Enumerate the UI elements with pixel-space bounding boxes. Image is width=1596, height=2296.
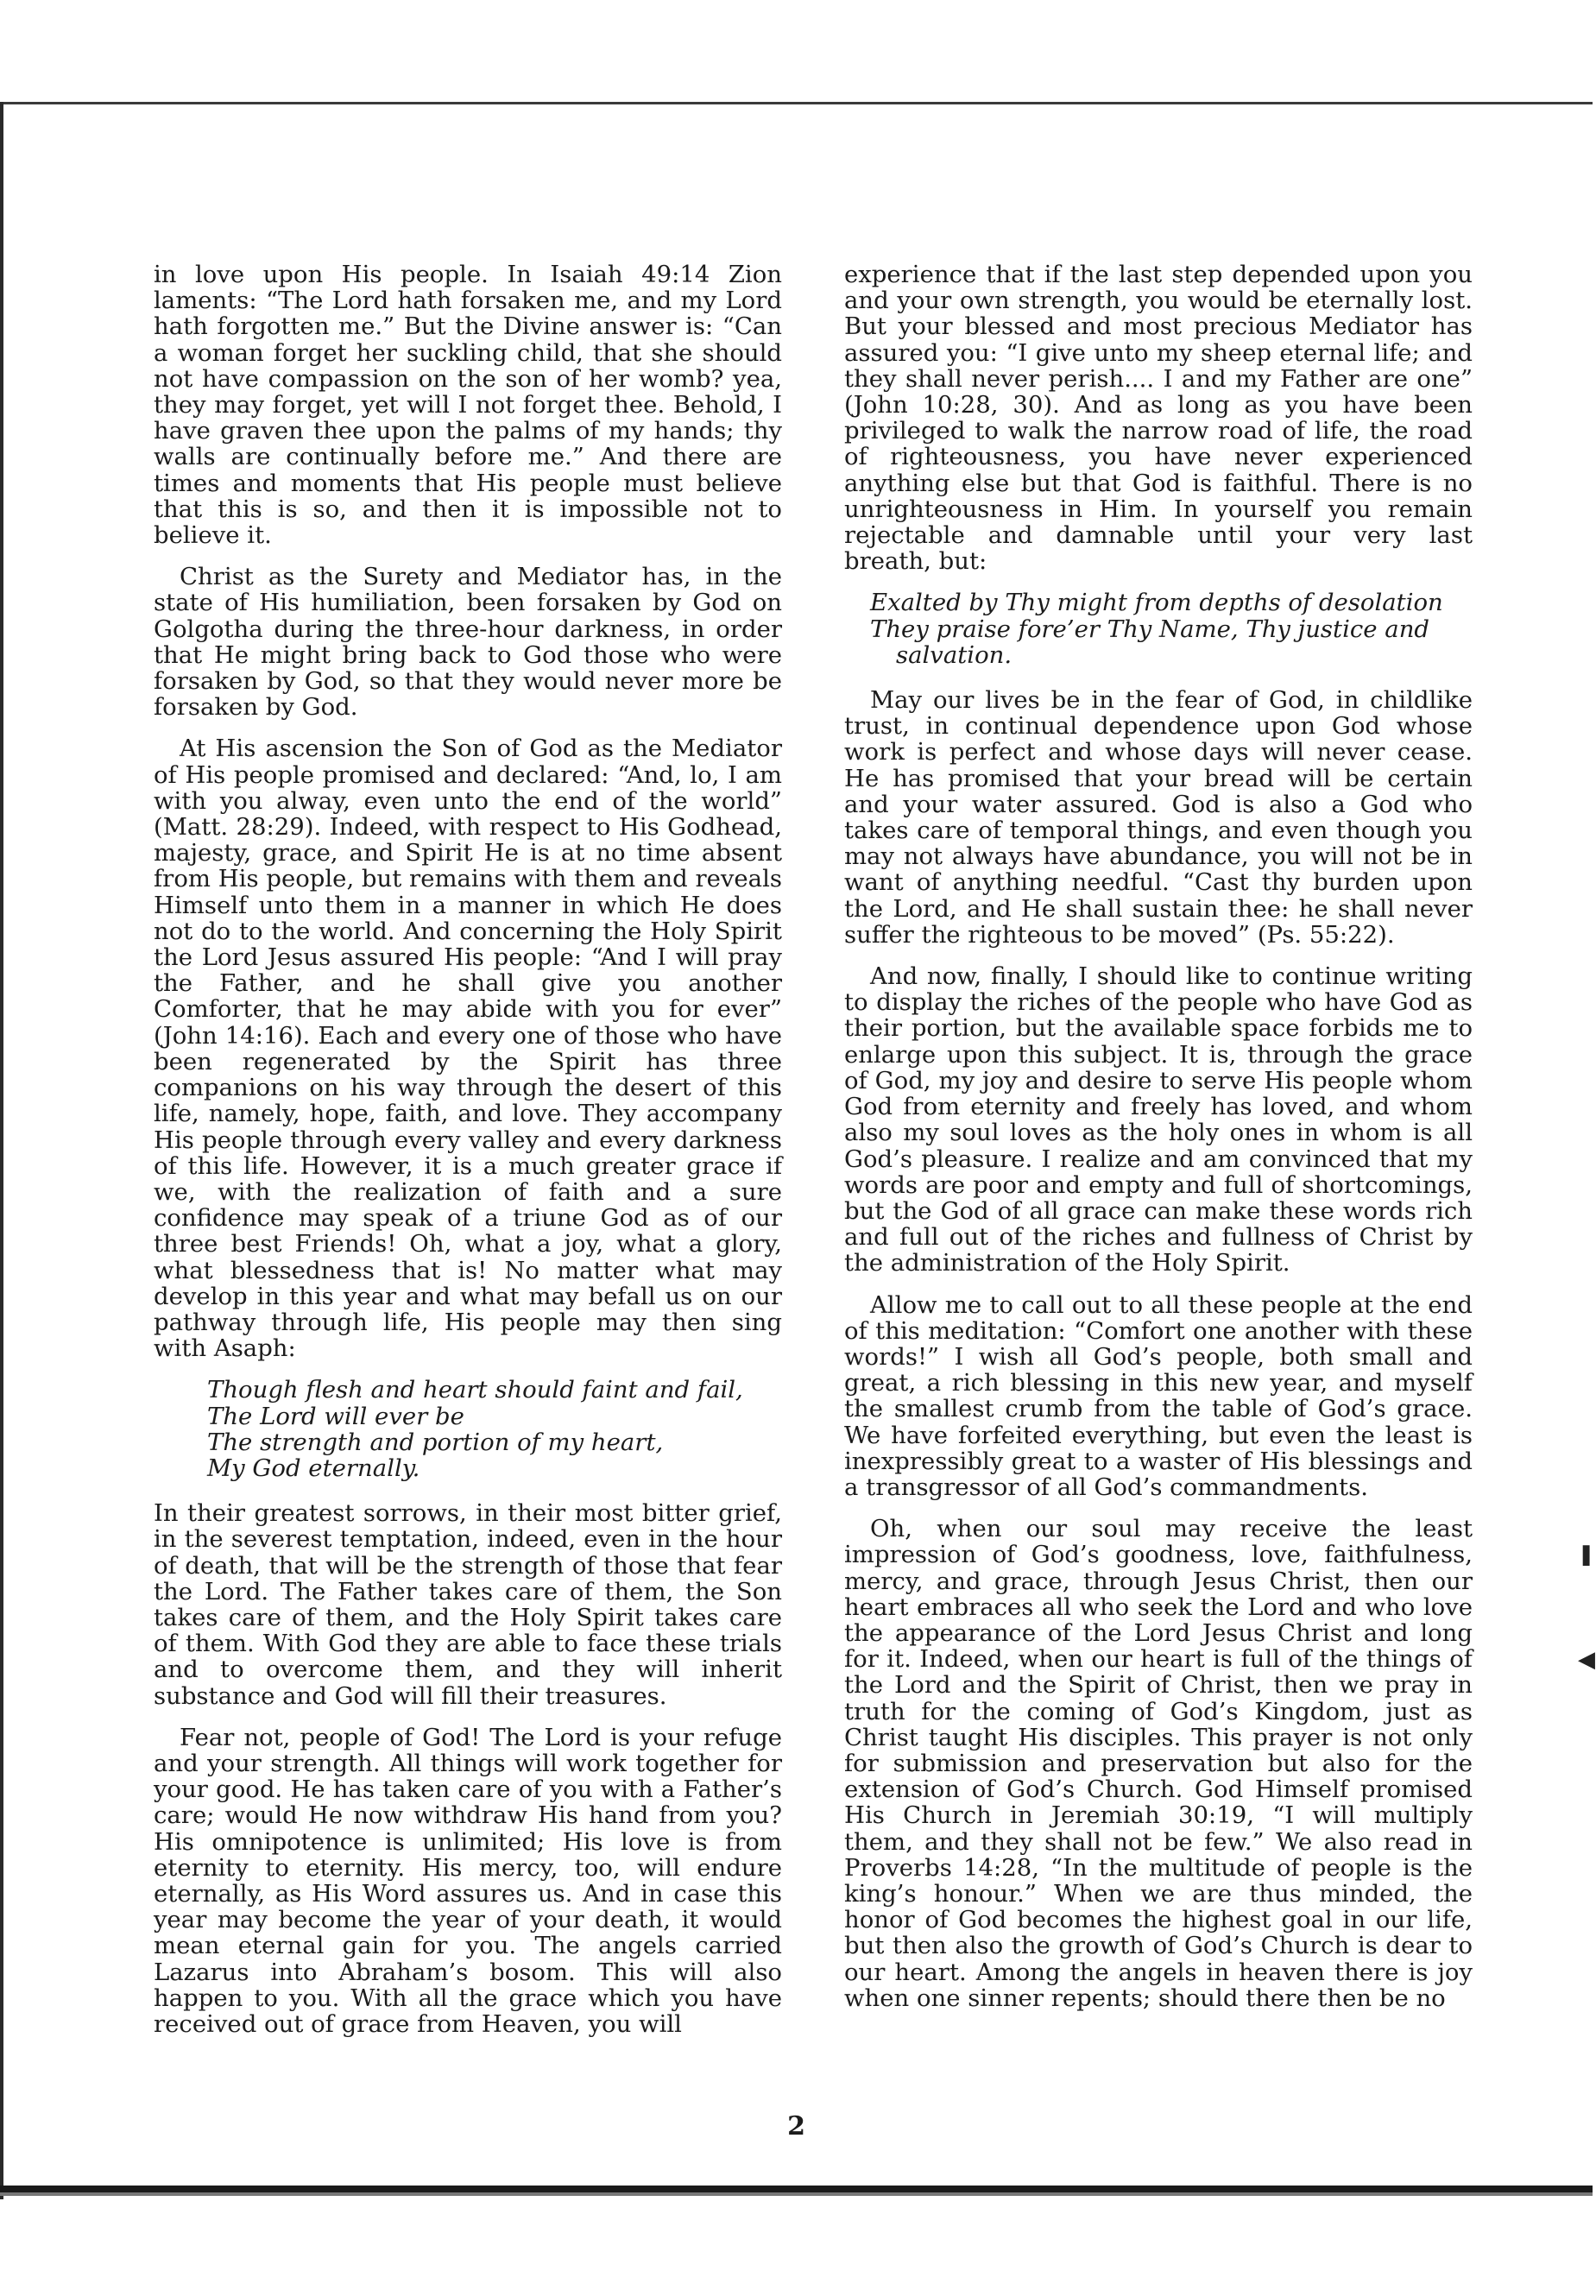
right-paragraph-2: May our lives be in the fear of God, in childlike trust, in continual dependence upon God whose work is perfect and whose days will never cease. He has promised that your bread will be certain and your water assured. God is also a God who takes care of temporal things, and even though you may not always have abundance, you will not be in want of anything needful. “Cast thy burden upon the Lord, and He shall sustain thee: he shall never suffer the righteous to be moved” (Ps. 55:22). (844, 686, 1473, 949)
right-column (844, 262, 1473, 2027)
right-paragraph-5: Oh, when our soul may receive the least impression of God’s goodness, love, faithfulness, mercy, and grace, through Jesus Christ, then our heart embraces all who seek the Lord and who love the appearance of the Lord Jesus Christ and long for it. Indeed, when our heart is full of the things of the Lord and the Spirit of Christ, then we pray in truth for the coming of God’s Kingdom, just as Christ taught His disciples. This prayer is not only for submission and preservation but also for the extension of God’s Church. God Himself promised His Church in Jeremiah 30:19, “I will multiply them, and they shall not be few.” We also read in Proverbs 14:28, “In the multitude of people is the king’s honour.” When we are thus minded, the honor of God becomes the highest goal in our life, but then also the growth of God’s Church is dear to our heart. Among the angels in heaven there is joy when one sinner repents; should there then be no (844, 1515, 1473, 2012)
left-paragraph-1: in love upon His people. In Isaiah 49:14 Zion laments: “The Lord hath forsaken me, and my Lord hath forgotten me.” But the Divine answer is: “Can a woman forget her suckling child, that she should not have compassion on the son of her womb? yea, they may forget, yet will I not forget thee. Behold, I have graven thee upon the palms of my hands; thy walls are continually before me.” And there are times and moments that His people must believe that this is so, and then it is impossible not to believe it. (154, 261, 782, 550)
scan-border-top (0, 102, 1593, 104)
left-paragraph-3: At His ascension the Son of God as the Mediator of His people promised and declared: “And, lo, I am with you alway, even unto the end of the world” (Matt. 28:29). Indeed, with respect to His Godhead, majesty, grace, and Spirit He is at no time absent from His people, but remains with them and reveals Himself unto them in a manner in which He does not do to the world. And concerning the Holy Spirit the Lord Jesus assured His people: “And I will pray the Father, and he shall give you another Comforter, that he may abide with you for ever” (John 14:16). Each and every one of those who have been regenerated by the Spirit has three companions on his way through the desert of this life, namely, hope, faith, and love. They accompany His people through every valley and every darkness of this life. However, it is a much greater grace if we, with the realization of faith and a sure confidence may speak of a triune God as of our three best Friends! Oh, what a joy, what a glory, what blessedness that is! No matter what may develop in this year and what may befall us on our pathway through life, His people may then sing with Asaph: (154, 735, 782, 1363)
right-paragraph-3: And now, finally, I should like to continue writing to display the riches of the people who have God as their portion, but the available space forbids me to enlarge upon this subject. It is, through the grace of God, my joy and desire to serve His people whom God from eternity and freely has loved, and whom also my soul loves as the holy ones in whom is all God’s pleasure. I realize and am convinced that my words are poor and empty and full of shortcomings, but the God of all grace can make these words rich and full out of the riches and fullness of Christ by the administration of the Holy Spirit. (844, 962, 1473, 1277)
left-column (154, 262, 782, 2053)
poem-line: The strength and portion of my heart, (207, 1428, 664, 1456)
poem-line: My God eternally. (207, 1454, 420, 1482)
poem-line: Though flesh and heart should faint and fail, (207, 1376, 743, 1404)
scan-border-bottom-shadow (0, 2192, 1593, 2196)
right-paragraph-1: experience that if the last step depended upon you and your own strength, you would be eternally lost. But your blessed and most precious Mediator has assured you: “I give unto my sheep eternal life; and they shall never perish.... I and my Father are one” (John 10:28, 30). And as long as you have been privileged to walk the narrow road of life, the road of righteousness, you have never experienced anything else but that God is faithful. There is no unrighteousness in Him. In yourself you remain rejectable and damnable until your very last breath, but: (844, 261, 1473, 576)
left-paragraph-5: Fear not, people of God! The Lord is your refuge and your strength. All things will work together for your good. He has taken care of you with a Father’s care; would He now withdraw His hand from you? His omnipotence is unlimited; His love is from eternity to eternity. His mercy, too, will endure eternally, as His Word assures us. And in case this year may become the year of your death, it would mean eternal gain for you. The angels carried Lazarus into Abraham’s bosom. This will also happen to you. With all the grace which you have received out of grace from Heaven, you will (154, 1723, 782, 2038)
binding-tick-icon: ▌ (1583, 1545, 1596, 1566)
poem-line: Exalted by Thy might from depths of desolation (870, 589, 1443, 617)
right-poem (870, 590, 1473, 668)
left-paragraph-2: Christ as the Surety and Mediator has, in the state of His humiliation, been forsaken by God on Golgotha during the three-hour darkness, in order that He might bring back to God those who were forsaken by God, so that they would never more be forsaken by God. (154, 563, 782, 722)
scan-border-bottom (0, 2186, 1593, 2192)
poem-line: salvation. (896, 640, 1012, 669)
left-poem (207, 1377, 782, 1481)
scan-border-left (0, 102, 3, 2199)
binding-mark-icon: ◀ (1578, 1647, 1595, 1673)
right-paragraph-4: Allow me to call out to all these people at the end of this meditation: “Comfort one another with these words!” I wish all God’s people, both small and great, a rich blessing in this new year, and myself the smallest crumb from the table of God’s grace. We have forfeited everything, but even the least is inexpressibly great to a waster of His blessings and a transgressor of all God’s commandments. (844, 1290, 1473, 1501)
left-paragraph-4: In their greatest sorrows, in their most bitter grief, in the severest temptation, indeed, even in the hour of death, that will be the strength of those that fear the Lord. The Father takes care of them, the Son takes care of them, and the Holy Spirit takes care of them. With God they are able to face these trials and to overcome them, and they will inherit substance and God will fill their treasures. (154, 1499, 782, 1710)
poem-line: They praise fore’er Thy Name, Thy justice and (870, 615, 1430, 643)
poem-line: The Lord will ever be (207, 1402, 464, 1430)
page-number: 2 (787, 2111, 805, 2141)
